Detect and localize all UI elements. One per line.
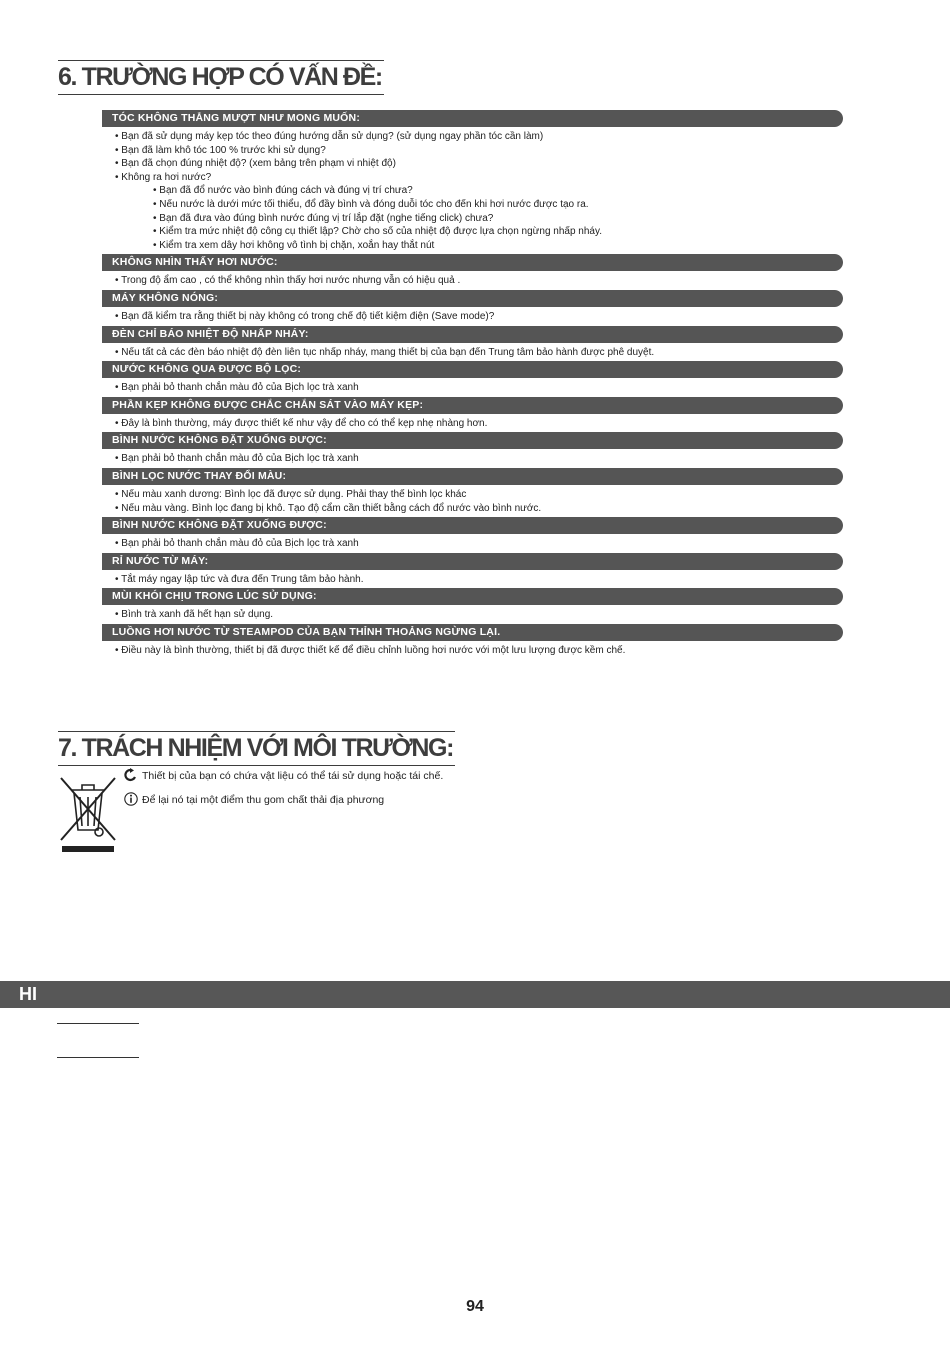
list-item: • Trong độ ẩm cao , có thể không nhìn thấy hơi nước nhưng vẫn có hiệu quả . — [115, 275, 461, 287]
environment-block — [58, 766, 658, 856]
list-item: • Nếu màu xanh dương: Bình lọc đã được sử dụng. Phải thay thế bình lọc khác — [115, 488, 467, 500]
list-item: • Không ra hơi nước? — [115, 171, 212, 183]
list-item: • Bạn phải bỏ thanh chắn màu đỏ của Bịch lọc trà xanh — [115, 538, 359, 550]
issue-heading: NƯỚC KHÔNG QUA ĐƯỢC BỘ LỌC: — [102, 361, 843, 378]
issue-heading: LUỒNG HƠI NƯỚC TỪ STEAMPOD CỦA BẠN THỈNH THOẢNG NGỪNG LẠI. — [102, 624, 843, 641]
divider-line — [57, 1023, 139, 1024]
issue-heading: PHẦN KẸP KHÔNG ĐƯỢC CHẮC CHẮN SÁT VÀO MÁY KẸP: — [102, 397, 843, 414]
issue-heading: BÌNH LỌC NƯỚC THAY ĐỔI MÀU: — [102, 468, 843, 485]
list-item: • Nếu màu vàng. Bình lọc đang bị khô. Tạo độ cẩm cần thiết bằng cách đổ nước vào bình nước. — [115, 502, 542, 514]
list-item: • Bình trà xanh đã hết hạn sử dụng. — [115, 609, 274, 621]
title-rule-bottom — [58, 94, 384, 95]
list-item: • Bạn đã sử dụng máy kẹp tóc theo đúng hướng dẫn sử dụng? (sử dụng ngay phần tóc cần làm) — [115, 131, 544, 142]
issue-heading: KHÔNG NHÌN THẤY HƠI NƯỚC: — [102, 254, 843, 271]
sub-list-item: • Kiểm tra mức nhiệt độ công cụ thiết lập? Chờ cho số của nhiệt độ được lựa chọn ngừng nhấp nháy. — [153, 226, 603, 238]
issue-items — [102, 449, 843, 466]
list-item: • Bạn đã kiểm tra rằng thiết bị này không có trong chế độ tiết kiệm điện (Save mode)? — [115, 310, 495, 322]
issue-items — [102, 414, 843, 431]
info-icon — [124, 792, 138, 806]
issue-items — [102, 641, 843, 658]
issue-heading: MÙI KHÓI CHỊU TRONG LÚC SỬ DỤNG: — [102, 588, 843, 605]
issue-items — [102, 271, 843, 288]
issue-heading: BÌNH NƯỚC KHÔNG ĐẶT XUỐNG ĐƯỢC: — [102, 517, 843, 534]
crossed-out-wheelie-bin-icon — [58, 772, 118, 854]
recycle-arrow-icon — [124, 768, 138, 782]
list-item: • Bạn phải bỏ thanh chắn màu đỏ của Bịch lọc trà xanh — [115, 382, 359, 394]
list-item: • Bạn phải bỏ thanh chắn màu đỏ của Bịch lọc trà xanh — [115, 453, 359, 465]
issue-items — [102, 127, 843, 252]
issue-items — [102, 378, 843, 395]
recyclable-note-text: Thiết bị của bạn có chứa vật liệu có thể tái sử dụng hoặc tái chế. — [142, 770, 444, 782]
page-number: 94 — [466, 1298, 484, 1315]
section-6-title — [58, 62, 384, 92]
troubleshooting-list — [102, 108, 843, 657]
collection-point-note — [124, 792, 384, 807]
language-band — [0, 981, 950, 1008]
issue-heading: TÓC KHÔNG THẲNG MƯỢT NHƯ MONG MUỐN: — [102, 110, 843, 127]
section-7-title-text: 7. TRÁCH NHIỆM VỚI MÔI TRƯỜNG: — [58, 734, 453, 762]
divider-line — [57, 1057, 139, 1058]
issue-heading: MÁY KHÔNG NÓNG: — [102, 290, 843, 307]
list-item: • Bạn đã chọn đúng nhiệt độ? (xem bảng trên phạm vi nhiệt độ) — [115, 158, 396, 170]
issue-items — [102, 343, 843, 360]
title-rule-top — [58, 731, 455, 732]
issue-items — [102, 534, 843, 551]
issue-items — [102, 605, 843, 622]
sub-list-item: • Bạn đã đưa vào đúng bình nước đúng vị trí lắp đặt (nghe tiếng click) chưa? — [153, 212, 494, 224]
section-6-title-text: 6. TRƯỜNG HỢP CÓ VẤN ĐỀ: — [58, 63, 382, 91]
title-rule-top — [58, 60, 384, 61]
issue-items — [102, 485, 843, 515]
sub-list-item: • Kiểm tra xem dây hơi không vô tình bị chặn, xoắn hay thắt nút — [153, 239, 435, 251]
language-code: HI — [19, 984, 37, 1004]
sub-list-item: • Nếu nước là dưới mức tối thiểu, đổ đầy bình và đóng duỗi tóc cho đến khi hơi nước được tạo ra. — [153, 198, 589, 210]
issue-items — [102, 570, 843, 587]
issue-heading: BÌNH NƯỚC KHÔNG ĐẶT XUỐNG ĐƯỢC: — [102, 432, 843, 449]
collection-point-note-text: Để lại nó tại một điểm thu gom chất thải địa phương — [142, 794, 385, 806]
list-item: • Tắt máy ngay lập tức và đưa đến Trung tâm bảo hành. — [115, 573, 364, 585]
issue-heading: RỈ NƯỚC TỪ MÁY: — [102, 553, 843, 570]
issue-items — [102, 307, 843, 324]
list-item: • Bạn đã làm khô tóc 100 % trước khi sử dụng? — [115, 144, 326, 156]
section-7-title — [58, 733, 455, 763]
issue-heading: ĐÈN CHỈ BÁO NHIỆT ĐỘ NHẤP NHÁY: — [102, 326, 843, 343]
sub-list-item: • Bạn đã đổ nước vào bình đúng cách và đúng vị trí chưa? — [153, 185, 413, 197]
list-item: • Điều này là bình thường, thiết bị đã được thiết kế để điều chỉnh luồng hơi nước với một lưu lượng được kềm chế. — [115, 644, 626, 656]
recyclable-note — [124, 768, 443, 783]
list-item: • Đây là bình thường, máy được thiết kế như vậy để cho có thể kẹp nhẹ nhàng hơn. — [115, 417, 488, 429]
list-item: • Nếu tất cả các đèn báo nhiệt độ đèn liên tục nhấp nháy, mang thiết bị của bạn đến Trung tâm bảo hành được phê duyệt. — [115, 346, 655, 358]
